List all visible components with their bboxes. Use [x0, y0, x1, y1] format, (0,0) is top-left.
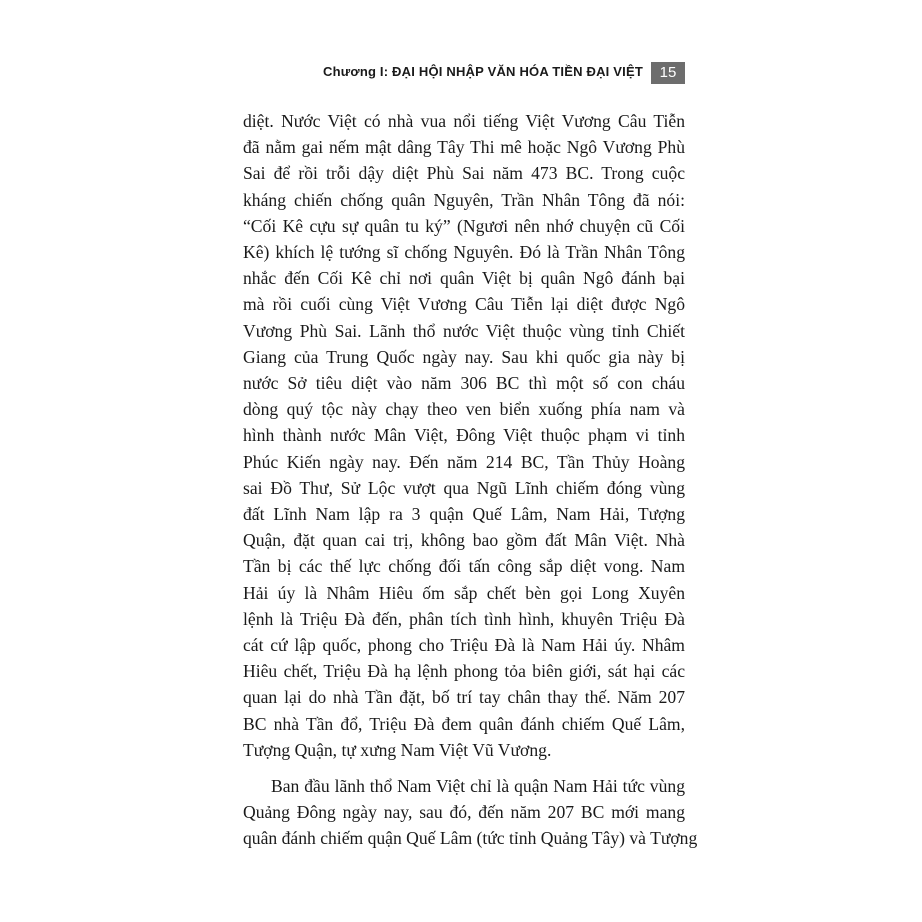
- running-header: [243, 62, 685, 84]
- text-line: Tần bị các thế lực chống đối tấn công sắp diệt vong. Nam: [243, 556, 685, 577]
- text-line: mà rồi cuối cùng Việt Vương Câu Tiễn lại diệt được Ngô: [243, 294, 685, 315]
- text-line: nhắc đến Cối Kê chỉ nơi quân Việt bị quân Ngô đánh bại: [243, 268, 685, 289]
- text-line: hình thành nước Mân Việt, Đông Việt thuộc phạm vi tỉnh: [243, 425, 685, 446]
- text-line: Vương Phù Sai. Lãnh thổ nước Việt thuộc vùng tỉnh Chiết: [243, 320, 685, 341]
- text-line: quan lại do nhà Tần đặt, bố trí tay chân thay thế. Năm 207: [243, 687, 685, 708]
- page-number: 15: [651, 62, 685, 84]
- paragraph-2: [243, 773, 698, 852]
- text-line: nước Sở tiêu diệt vào năm 306 BC thì một số con cháu: [243, 373, 685, 394]
- text-line: Quận, đặt quan cai trị, không bao gồm đất Mân Việt. Nhà: [243, 530, 685, 551]
- paragraph-1: [243, 108, 685, 763]
- text-line: Quảng Đông ngày nay, sau đó, đến năm 207 BC mới mang: [243, 802, 685, 823]
- text-line: Ban đầu lãnh thổ Nam Việt chỉ là quận Nam Hải tức vùng: [271, 776, 685, 797]
- text-line: cát cứ lập quốc, phong cho Triệu Đà là Nam Hải úy. Nhâm: [243, 635, 685, 656]
- text-line: quân đánh chiếm quận Quế Lâm (tức tỉnh Quảng Tây) và Tượng: [243, 828, 698, 849]
- text-line: sai Đồ Thư, Sử Lộc vượt qua Ngũ Lĩnh chiếm đóng vùng: [243, 477, 685, 498]
- text-line: Hiêu chết, Triệu Đà hạ lệnh phong tỏa biên giới, sát hại các: [243, 661, 685, 682]
- text-line: lệnh là Triệu Đà đến, phân tích tình hình, khuyên Triệu Đà: [243, 608, 685, 629]
- chapter-title: Chương I: ĐẠI HỘI NHẬP VĂN HÓA TIỀN ĐẠI VIỆT: [323, 64, 643, 79]
- text-line: Hải úy là Nhâm Hiêu ốm sắp chết bèn gọi Long Xuyên: [243, 582, 685, 603]
- text-line: dòng quý tộc này chạy theo ven biển xuống phía nam và: [243, 399, 685, 420]
- text-line: Sai để rồi trỗi dậy diệt Phù Sai năm 473 BC. Trong cuộc: [243, 163, 685, 184]
- text-line: đất Lĩnh Nam lập ra 3 quận Quế Lâm, Nam Hải, Tượng: [243, 504, 685, 525]
- text-line: “Cối Kê cựu sự quân tu ký” (Ngươi nên nhớ chuyện cũ Cối: [243, 215, 685, 236]
- text-line: Tượng Quận, tự xưng Nam Việt Vũ Vương.: [243, 739, 552, 760]
- text-line: đã nằm gai nếm mật dâng Tây Thi mê hoặc Ngô Vương Phù: [243, 137, 685, 158]
- text-line: diệt. Nước Việt có nhà vua nổi tiếng Việt Vương Câu Tiễn: [243, 111, 685, 131]
- body-text: [243, 108, 698, 862]
- text-line: Kê) khích lệ tướng sĩ chống Nguyên. Đó là Trần Nhân Tông: [243, 242, 685, 263]
- text-line: kháng chiến chống quân Nguyên, Trần Nhân Tông đã nói:: [243, 189, 685, 210]
- text-line: BC nhà Tần đổ, Triệu Đà đem quân đánh chiếm Quế Lâm,: [243, 713, 685, 734]
- text-line: Phúc Kiến ngày nay. Đến năm 214 BC, Tần Thủy Hoàng: [243, 451, 685, 472]
- text-line: Giang của Trung Quốc ngày nay. Sau khi quốc gia này bị: [243, 346, 685, 367]
